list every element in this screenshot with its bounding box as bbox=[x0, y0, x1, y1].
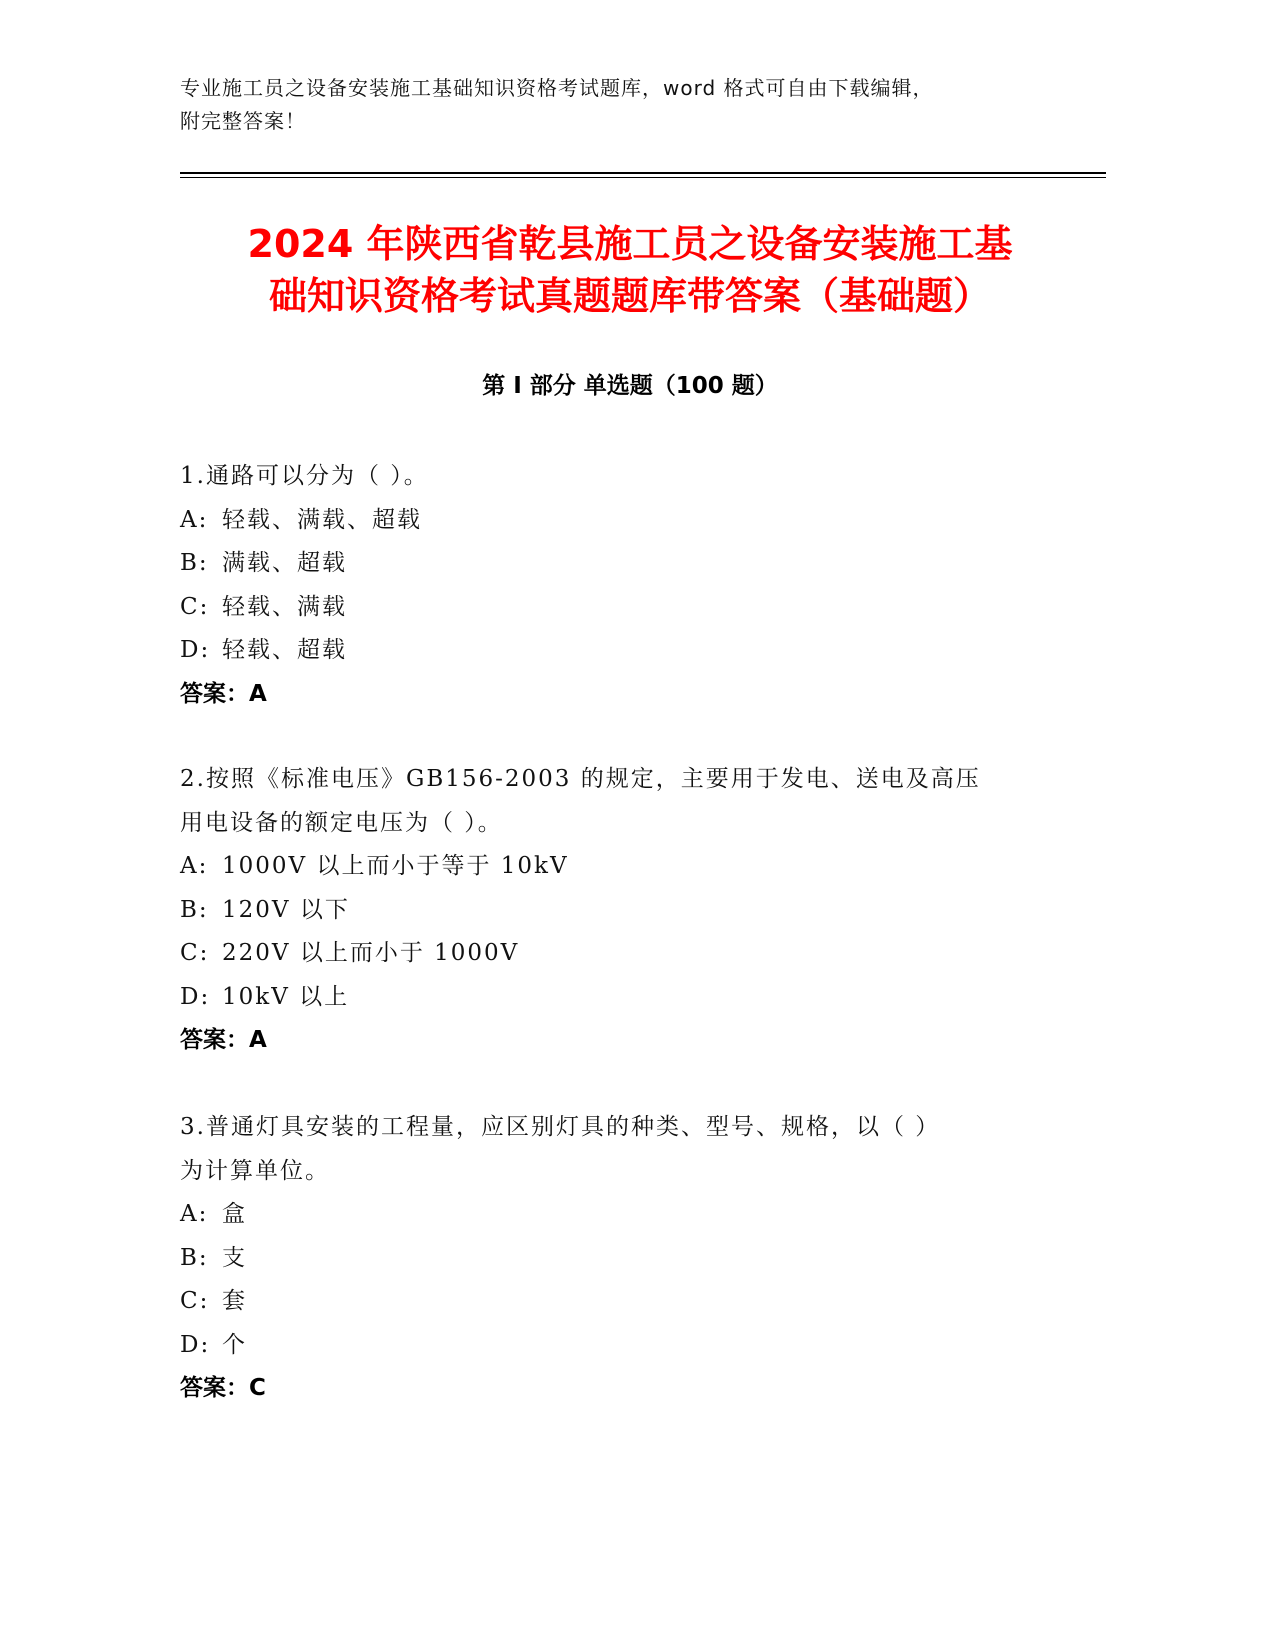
option-letter: A: bbox=[180, 506, 209, 533]
option-text: 满载、超载 bbox=[222, 550, 347, 576]
option-letter: A: bbox=[180, 853, 209, 879]
option-text: 120V 以下 bbox=[222, 896, 350, 923]
option-text: 轻载、满载 bbox=[222, 593, 347, 620]
option-text: 轻载、超载 bbox=[222, 637, 347, 663]
option-letter: B: bbox=[180, 896, 209, 923]
option-text: 个 bbox=[222, 1331, 247, 1358]
option-letter: B: bbox=[180, 550, 209, 576]
option-letter: A: bbox=[180, 1201, 209, 1227]
header-note-line: 专业施工员之设备安装施工基础知识资格考试题库，word 格式可自由下载编辑， bbox=[180, 76, 934, 100]
document-title bbox=[180, 218, 1080, 322]
option-c bbox=[180, 932, 1080, 976]
question-2 bbox=[180, 758, 1080, 1063]
question-1 bbox=[180, 455, 1080, 716]
option-letter: C: bbox=[180, 940, 210, 966]
option-d bbox=[180, 1324, 1080, 1368]
question-stem-continued: 用电设备的额定电压为（ ）。 bbox=[180, 809, 503, 836]
option-letter: D: bbox=[180, 1331, 211, 1358]
header-divider-thin bbox=[180, 177, 1106, 178]
option-a bbox=[180, 1193, 1080, 1237]
question-stem: 3.普通灯具安装的工程量，应区别灯具的种类、型号、规格，以（ ） bbox=[180, 1114, 941, 1140]
document-title-line: 2024 年陕西省乾县施工员之设备安装施工基 bbox=[247, 222, 1013, 266]
option-text: 盒 bbox=[222, 1201, 247, 1227]
document-title-line: 础知识资格考试真题题库带答案（基础题） bbox=[268, 274, 991, 318]
option-letter: D: bbox=[180, 983, 211, 1010]
question-stem: 2.按照《标准电压》GB156-2003 的规定，主要用于发电、送电及高压 bbox=[180, 766, 981, 792]
option-b bbox=[180, 889, 1080, 933]
answer-line: 答案：C bbox=[180, 1375, 266, 1401]
option-text: 1000V 以上而小于等于 10kV bbox=[222, 853, 569, 879]
option-d bbox=[180, 976, 1080, 1020]
option-b bbox=[180, 1237, 1080, 1281]
question-3 bbox=[180, 1106, 1080, 1411]
option-letter: C: bbox=[180, 1288, 210, 1314]
option-letter: D: bbox=[180, 637, 211, 663]
header-note-line: 附完整答案！ bbox=[180, 109, 306, 133]
header-note bbox=[180, 72, 1100, 138]
option-b bbox=[180, 542, 1080, 586]
option-text: 支 bbox=[222, 1244, 247, 1271]
option-text: 10kV 以上 bbox=[222, 983, 350, 1010]
header-divider bbox=[180, 172, 1106, 174]
option-a bbox=[180, 845, 1080, 889]
option-text: 220V 以上而小于 1000V bbox=[222, 940, 520, 966]
option-a bbox=[180, 499, 1080, 543]
option-d bbox=[180, 629, 1080, 673]
question-stem: 1.通路可以分为（ ）。 bbox=[180, 463, 429, 489]
answer-line: 答案：A bbox=[180, 680, 267, 707]
option-letter: C: bbox=[180, 593, 210, 620]
question-stem-continued: 为计算单位。 bbox=[180, 1157, 330, 1184]
section-heading: 第 I 部分 单选题（100 题） bbox=[482, 373, 778, 399]
option-text: 轻载、满载、超载 bbox=[222, 506, 422, 533]
option-text: 套 bbox=[222, 1288, 247, 1314]
option-c bbox=[180, 586, 1080, 630]
option-c bbox=[180, 1280, 1080, 1324]
option-letter: B: bbox=[180, 1244, 209, 1271]
answer-line: 答案：A bbox=[180, 1027, 267, 1053]
